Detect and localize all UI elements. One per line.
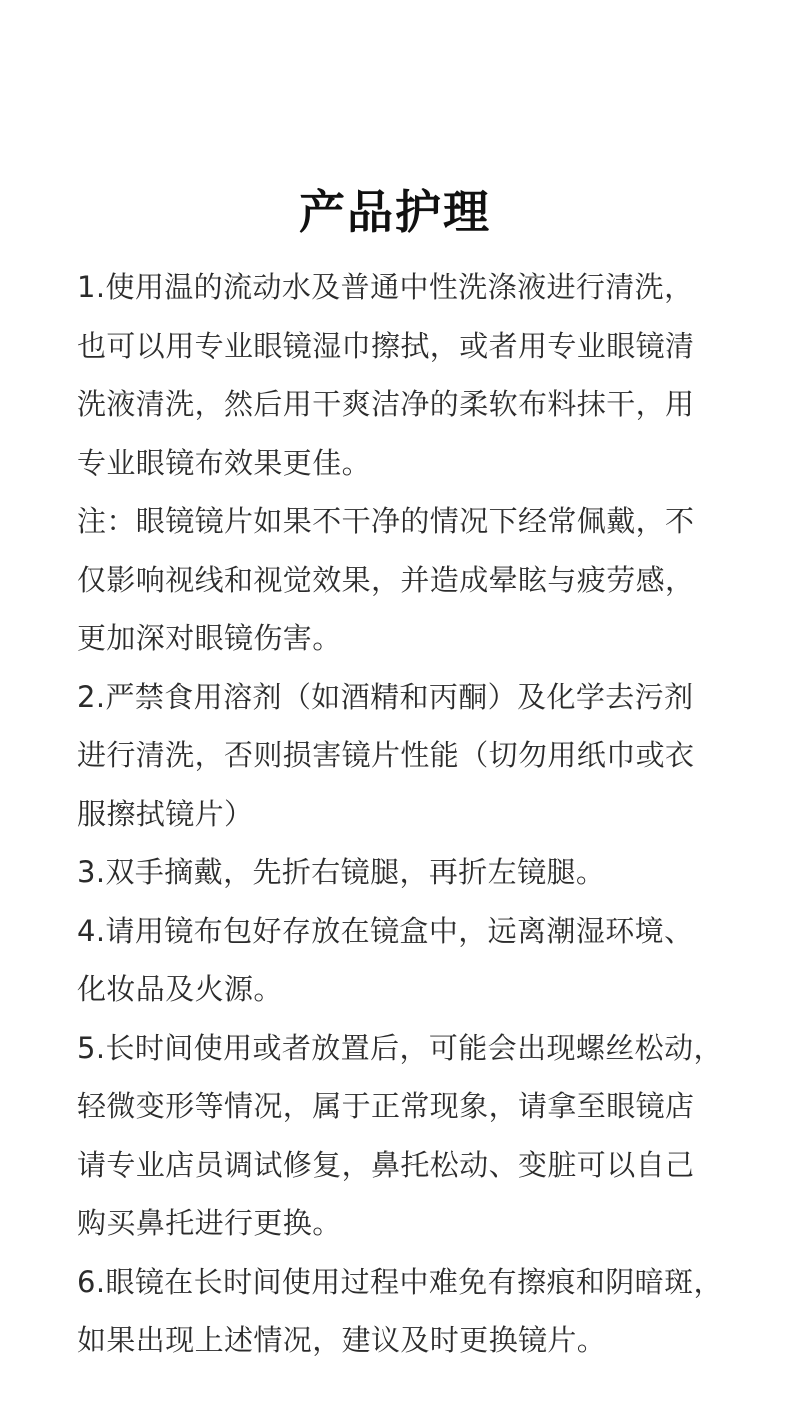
instruction-line: 专业眼镜布效果更佳。 bbox=[77, 445, 372, 480]
instruction-line: 6.眼镜在长时间使用过程中难免有擦痕和阴暗斑， bbox=[77, 1264, 723, 1299]
instruction-line: 购买鼻托进行更换。 bbox=[77, 1206, 342, 1240]
instruction-line: 3.双手摘戴，先折右镜腿，再折左镜腿。 bbox=[77, 855, 606, 889]
note-line: 注：眼镜镜片如果不干净的情况下经常佩戴，不 bbox=[77, 504, 695, 538]
instruction-line: 服擦拭镜片） bbox=[77, 796, 254, 831]
instruction-line: 化妆品及火源。 bbox=[77, 972, 283, 1006]
note-line: 仅影响视线和视觉效果，并造成晕眩与疲劳感， bbox=[77, 562, 695, 597]
page-title: 产品护理 bbox=[299, 184, 491, 239]
instruction-line: 2.严禁食用溶剂（如酒精和丙酮）及化学去污剂 bbox=[77, 679, 694, 714]
instruction-line: 轻微变形等情况，属于正常现象，请拿至眼镜店 bbox=[77, 1089, 695, 1123]
instruction-line: 1.使用温的流动水及普通中性洗涤液进行清洗， bbox=[77, 270, 694, 304]
instruction-line: 5.长时间使用或者放置后，可能会出现螺丝松动， bbox=[77, 1030, 723, 1065]
instruction-line: 进行清洗，否则损害镜片性能（切勿用纸巾或衣 bbox=[77, 738, 695, 772]
instruction-line: 洗液清洗，然后用干爽洁净的柔软布料抹干，用 bbox=[77, 387, 695, 421]
care-instructions bbox=[77, 258, 727, 1370]
note-line: 更加深对眼镜伤害。 bbox=[77, 621, 342, 655]
instruction-line: 如果出现上述情况，建议及时更换镜片。 bbox=[77, 1323, 607, 1357]
instruction-line: 也可以用专业眼镜湿巾擦拭，或者用专业眼镜清 bbox=[77, 328, 695, 363]
instruction-line: 请专业店员调试修复，鼻托松动、变脏可以自己 bbox=[77, 1147, 695, 1182]
instruction-line: 4.请用镜布包好存放在镜盒中，远离潮湿环境、 bbox=[77, 913, 694, 948]
